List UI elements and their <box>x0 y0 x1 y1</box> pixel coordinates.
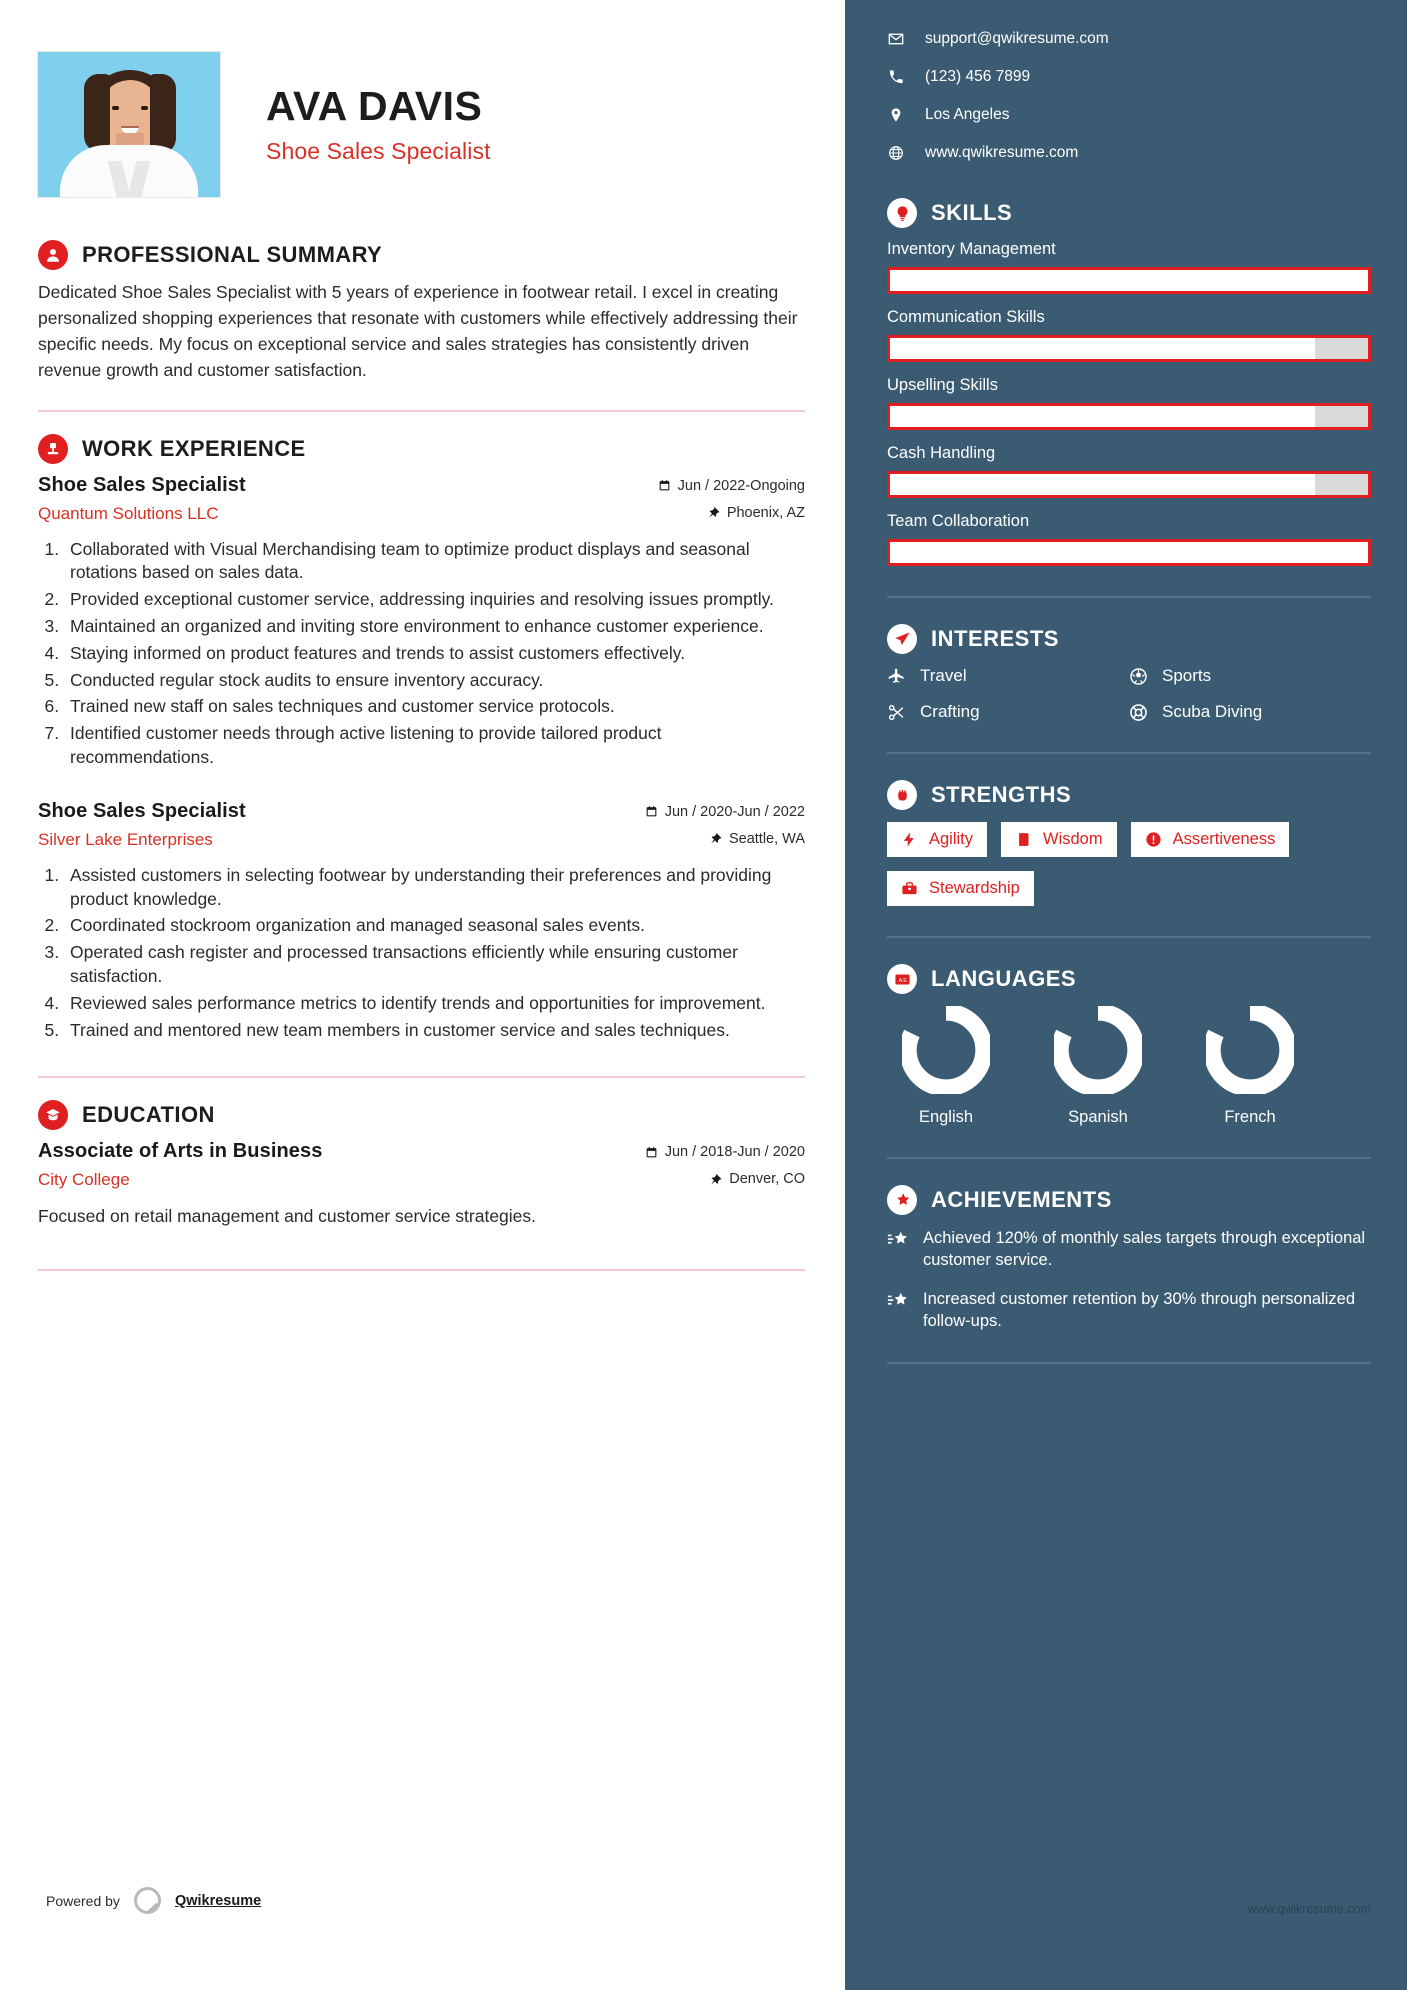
skill-bar <box>887 335 1371 362</box>
job-location: Phoenix, AZ <box>726 504 805 521</box>
job-bullet: 2. Provided exceptional customer service, addressing inquiries and resolving issues promptly. <box>64 588 805 612</box>
skill-name: Communication Skills <box>887 308 1045 326</box>
job-bullets <box>64 538 805 770</box>
strength-item <box>887 822 987 857</box>
job-company: Silver Lake Enterprises <box>38 829 213 849</box>
achievement-item <box>887 1227 1371 1272</box>
contact-block <box>887 30 1371 162</box>
job-location-line <box>645 831 805 847</box>
divider <box>38 1076 805 1078</box>
language-item <box>1191 1006 1309 1127</box>
interest-label: Sports <box>1162 666 1212 685</box>
strength-label: Stewardship <box>929 879 1020 897</box>
job-bullet: 2. Coordinated stockroom organization and managed seasonal sales events. <box>64 914 805 938</box>
globe-icon <box>887 145 905 161</box>
skill-fill <box>890 474 1315 495</box>
education-degree: Associate of Arts in Business <box>38 1140 323 1163</box>
job-bullet: 5. Conducted regular stock audits to ensure inventory accuracy. <box>64 669 805 693</box>
job-bullet: 5. Trained and mentored new team members in customer service and sales techniques. <box>64 1019 805 1043</box>
skill-item <box>887 444 1371 498</box>
calendar-icon <box>645 1146 658 1159</box>
work-entry <box>38 800 805 1043</box>
education-dates: Jun / 2018-Jun / 2020 <box>664 1144 805 1161</box>
education-location-line <box>645 1171 805 1187</box>
section-strengths <box>887 780 1371 906</box>
strengths-heading-row <box>887 780 1371 810</box>
divider <box>38 410 805 412</box>
qwikresume-logo-icon <box>134 1887 161 1914</box>
skill-name: Inventory Management <box>887 240 1056 258</box>
skills-heading-row <box>887 198 1371 228</box>
achievement-item <box>887 1288 1371 1333</box>
interest-item <box>887 702 1129 722</box>
profile-photo <box>38 52 220 197</box>
sidebar-divider <box>887 1362 1371 1364</box>
divider <box>38 1269 805 1271</box>
work-entry <box>38 474 805 770</box>
skills-heading: SKILLS <box>931 200 1013 225</box>
skill-name: Team Collaboration <box>887 512 1030 530</box>
education-dates-line <box>645 1144 805 1160</box>
sidebar-divider <box>887 1157 1371 1159</box>
job-bullet: 3. Operated cash register and processed transactions efficiently while ensuring customer satisfaction. <box>64 941 805 989</box>
education-heading: EDUCATION <box>82 1102 215 1128</box>
shooting-star-icon <box>887 1229 909 1251</box>
translate-icon <box>887 964 917 994</box>
section-work-experience <box>38 434 805 1043</box>
achievements-heading: ACHIEVEMENTS <box>931 1187 1112 1212</box>
skill-fill <box>890 270 1368 291</box>
contact-email[interactable]: support@qwikresume.com <box>925 30 1109 47</box>
interest-label: Travel <box>920 666 967 685</box>
job-location: Seattle, WA <box>728 830 805 847</box>
skill-bar <box>887 471 1371 498</box>
interest-item <box>1129 702 1371 722</box>
contact-phone[interactable]: (123) 456 7899 <box>925 68 1031 85</box>
job-location-line <box>658 505 805 521</box>
shooting-star-icon <box>887 1290 909 1312</box>
sidebar-divider <box>887 936 1371 938</box>
education-meta <box>645 1140 805 1187</box>
language-name: French <box>1224 1108 1276 1126</box>
language-donut-chart <box>902 1006 990 1094</box>
skill-name: Upselling Skills <box>887 376 998 394</box>
strengths-grid <box>887 822 1371 906</box>
job-bullets <box>64 864 805 1043</box>
achievement-text: Increased customer retention by 30% through personalized follow-ups. <box>923 1289 1356 1330</box>
bolt-icon <box>901 831 918 848</box>
job-bullet: 1. Collaborated with Visual Merchandising team to optimize product displays and seasonal rotations based on sales data. <box>64 538 805 586</box>
job-bullet: 4. Reviewed sales performance metrics to identify trends and opportunities for improvement. <box>64 992 805 1016</box>
resume-header <box>38 34 805 214</box>
job-dates: Jun / 2020-Jun / 2022 <box>664 803 805 820</box>
summary-text: Dedicated Shoe Sales Specialist with 5 years of experience in footwear retail. I excel in creating personalized shopping experiences that resonate with customers while effectively addressing their specific needs. My focus on exceptional service and sales strategies has consistently driven revenue growth and customer satisfaction. <box>38 282 798 380</box>
strengths-heading: STRENGTHS <box>931 782 1072 807</box>
interest-item <box>887 666 1129 686</box>
calendar-icon <box>658 479 671 492</box>
book-icon <box>1015 831 1032 848</box>
job-meta <box>645 800 805 847</box>
job-bullet: 3. Maintained an organized and inviting store environment to enhance customer experience. <box>64 615 805 639</box>
strength-label: Wisdom <box>1043 830 1103 848</box>
contact-phone-row <box>887 68 1371 86</box>
skill-item <box>887 240 1371 294</box>
section-professional-summary <box>38 240 805 384</box>
interest-label: Crafting <box>920 702 980 721</box>
sidebar-footer-url: www.qwikresume.com <box>1247 1902 1371 1916</box>
life-ring-icon <box>1129 703 1148 722</box>
language-item <box>887 1006 1005 1127</box>
briefcase-stamp-icon <box>38 434 68 464</box>
achievement-text: Achieved 120% of monthly sales targets through exceptional customer service. <box>923 1229 1366 1270</box>
skill-item <box>887 512 1371 566</box>
candidate-job-title: Shoe Sales Specialist <box>266 138 491 165</box>
skill-item <box>887 376 1371 430</box>
skill-fill <box>890 542 1368 563</box>
languages-heading: LANGUAGES <box>931 966 1077 991</box>
resume-sidebar <box>845 0 1407 1990</box>
lightbulb-icon <box>887 198 917 228</box>
interests-heading: INTERESTS <box>931 626 1059 651</box>
job-bullet: 6. Trained new staff on sales techniques and customer service protocols. <box>64 695 805 719</box>
skill-bar <box>887 403 1371 430</box>
pushpin-icon <box>709 832 722 845</box>
education-school: City College <box>38 1170 130 1190</box>
qwikresume-brand-link[interactable]: Qwikresume <box>174 1892 262 1909</box>
language-name: Spanish <box>1068 1108 1128 1126</box>
job-bullet: 1. Assisted customers in selecting footwear by understanding their preferences and providing product knowledge. <box>64 864 805 912</box>
strength-item <box>1131 822 1290 857</box>
candidate-name: AVA DAVIS <box>266 82 483 129</box>
skill-item <box>887 308 1371 362</box>
sidebar-divider <box>887 596 1371 598</box>
job-dates-line <box>645 804 805 820</box>
user-circle-icon <box>38 240 68 270</box>
svg-text:E: E <box>902 977 907 984</box>
strength-label: Agility <box>929 830 974 848</box>
education-entry <box>38 1140 805 1229</box>
interests-grid <box>887 666 1371 722</box>
section-education <box>38 1100 805 1229</box>
skill-fill <box>890 406 1315 427</box>
language-item <box>1039 1006 1157 1127</box>
work-heading-row <box>38 434 805 464</box>
strength-label: Assertiveness <box>1172 830 1276 848</box>
job-dates-line <box>658 478 805 494</box>
languages-row <box>887 1006 1371 1127</box>
graduation-cap-icon <box>38 1100 68 1130</box>
sidebar-divider <box>887 752 1371 754</box>
job-dates: Jun / 2022-Ongoing <box>677 477 805 494</box>
skill-fill <box>890 338 1315 359</box>
education-heading-row <box>38 1100 805 1130</box>
job-role: Shoe Sales Specialist <box>38 473 246 496</box>
paper-plane-icon <box>887 624 917 654</box>
skill-name: Cash Handling <box>887 444 996 462</box>
contact-location: Los Angeles <box>925 106 1010 123</box>
interest-label: Scuba Diving <box>1162 702 1263 721</box>
airplane-icon <box>887 667 906 686</box>
strength-item <box>1001 822 1117 857</box>
languages-heading-row <box>887 964 1371 994</box>
interests-heading-row <box>887 624 1371 654</box>
location-pin-icon <box>887 107 905 123</box>
job-role: Shoe Sales Specialist <box>38 799 246 822</box>
fist-icon <box>887 780 917 810</box>
job-bullet: 4. Staying informed on product features and trends to assist customers effectively. <box>64 642 805 666</box>
language-donut-chart <box>1054 1006 1142 1094</box>
strength-item <box>887 871 1034 906</box>
star-badge-icon <box>887 1185 917 1215</box>
phone-icon <box>887 69 905 85</box>
interest-item <box>1129 666 1371 686</box>
summary-heading: PROFESSIONAL SUMMARY <box>82 242 383 267</box>
pushpin-icon <box>707 506 720 519</box>
skill-bar <box>887 267 1371 294</box>
language-name: English <box>918 1108 974 1126</box>
work-heading: WORK EXPERIENCE <box>82 435 306 461</box>
education-description: Focused on retail management and customer service strategies. <box>38 1206 537 1227</box>
name-block <box>266 83 491 165</box>
section-interests <box>887 624 1371 722</box>
skill-bar <box>887 539 1371 566</box>
soccer-ball-icon <box>1129 667 1148 686</box>
summary-heading-row <box>38 240 805 270</box>
contact-email-row <box>887 30 1371 48</box>
language-donut-chart <box>1206 1006 1294 1094</box>
contact-website-row <box>887 144 1371 162</box>
powered-by-footer <box>46 1887 261 1914</box>
powered-by-label: Powered by <box>46 1892 120 1909</box>
envelope-icon <box>887 31 905 47</box>
exclamation-circle-icon <box>1145 831 1162 848</box>
job-company: Quantum Solutions LLC <box>38 503 219 523</box>
job-meta <box>658 474 805 521</box>
scissors-icon <box>887 703 906 722</box>
achievements-heading-row <box>887 1185 1371 1215</box>
education-location: Denver, CO <box>729 1171 805 1188</box>
toolbox-icon <box>901 880 918 897</box>
section-achievements <box>887 1185 1371 1332</box>
contact-website[interactable]: www.qwikresume.com <box>925 144 1079 161</box>
section-languages <box>887 964 1371 1127</box>
svg-text:A: A <box>898 977 902 984</box>
job-bullet: 7. Identified customer needs through active listening to provide tailored product recommendations. <box>64 722 805 770</box>
contact-location-row <box>887 106 1371 124</box>
calendar-icon <box>645 805 658 818</box>
pushpin-icon <box>709 1173 722 1186</box>
section-skills <box>887 198 1371 566</box>
